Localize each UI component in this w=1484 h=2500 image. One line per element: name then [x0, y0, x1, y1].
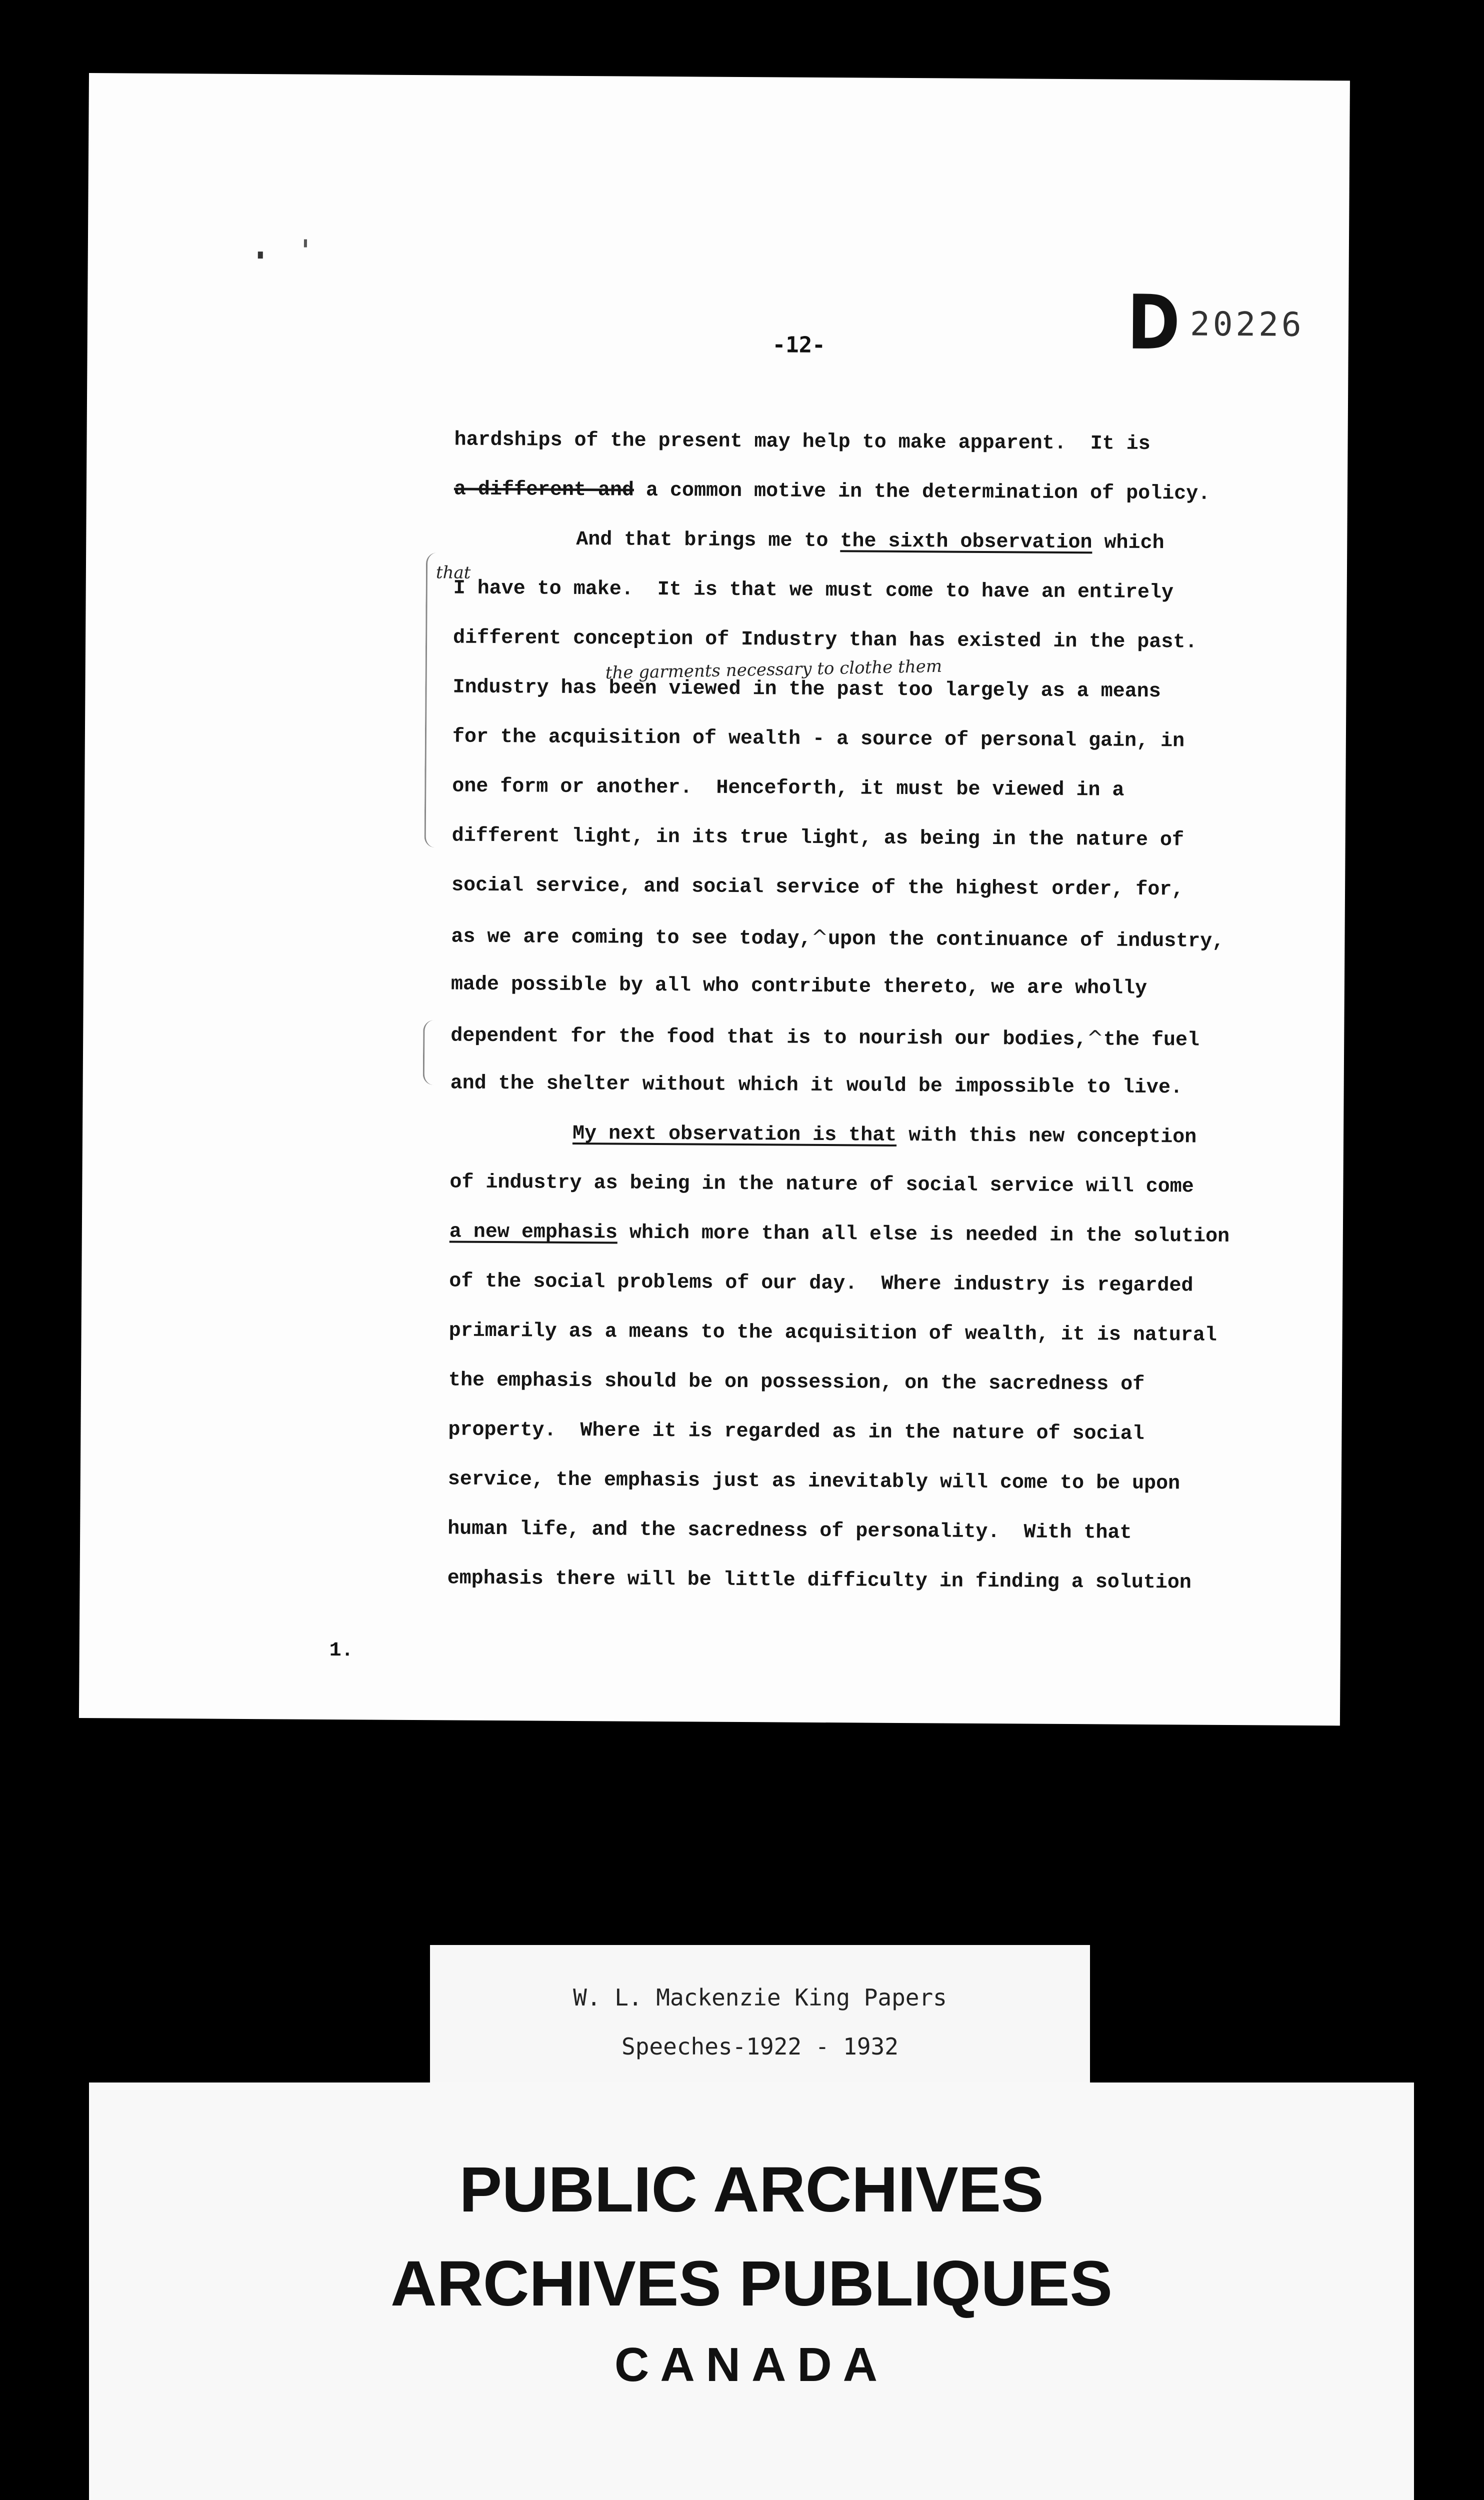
typed-body-text [447, 425, 1429, 1619]
text-line: service, the emphasis just as inevitably will come to be upon [448, 1468, 1180, 1496]
text-line: and the shelter without which it would be impossible to live. [450, 1072, 1183, 1100]
margin-bracket-mark [424, 552, 448, 848]
stamp-number: 20226 [1190, 304, 1304, 344]
text-line: My next observation is that with this new conception [572, 1122, 1197, 1149]
text-line: primarily as a means to the acquisition of wealth, it is natural [448, 1320, 1218, 1347]
text-line: of industry as being in the nature of social service will come [450, 1171, 1194, 1198]
text-line: property. Where it is regarded as in the nature of social [448, 1418, 1144, 1446]
archives-title-english: PUBLIC ARCHIVES [459, 2154, 1044, 2226]
text-line: one form or another. Henceforth, it must be viewed in a [452, 775, 1124, 802]
archives-card [89, 2082, 1414, 2500]
archives-title-french: ARCHIVES PUBLIQUES [390, 2248, 1112, 2320]
text-line: a new emphasis which more than all else is needed in the solution [449, 1220, 1230, 1248]
scanned-document-page [79, 73, 1350, 1726]
text-line: Industry has been viewed in the past too largely as a means [452, 676, 1161, 704]
collection-label [430, 1945, 1090, 2085]
text-line: a different and a common motive in the determination of policy. [454, 478, 1210, 506]
text-line: for the acquisition of wealth - a source of personal gain, in [452, 726, 1185, 753]
text-line: hardships of the present may help to make apparent. It is [454, 428, 1150, 456]
collection-series: Speeches-1922 - 1932 [622, 2033, 898, 2060]
text-line: as we are coming to see today,^upon the continuance of industry, [451, 926, 1224, 953]
text-line: the emphasis should be on possession, on the sacredness of [448, 1369, 1145, 1396]
text-line: made possible by all who contribute thereto, we are wholly [450, 973, 1148, 1000]
text-line: dependent for the food that is to nourish our bodies,^the fuel [450, 1024, 1200, 1052]
stamp-letter: D [1126, 279, 1180, 367]
scan-speck [304, 240, 307, 248]
text-line: human life, and the sacredness of personality. With that [448, 1518, 1132, 1544]
page-number: -12- [772, 332, 826, 358]
handwritten-insertion-garments: the garments necessary to clothe them [605, 656, 942, 684]
scan-speck [258, 252, 263, 258]
collection-title: W. L. Mackenzie King Papers [573, 1984, 947, 2011]
handwritten-insertion-that: that [436, 562, 471, 583]
insertion-caret: ^ [1086, 1026, 1104, 1050]
text-line: And that brings me to the sixth observation which [576, 528, 1164, 555]
underlined-phrase: the sixth observation [840, 530, 1092, 554]
underlined-phrase: a new emphasis [449, 1220, 618, 1244]
text-line: different conception of Industry than has existed in the past. [452, 626, 1198, 654]
text-line: different light, in its true light, as being in the nature of [452, 824, 1184, 852]
text-line: emphasis there will be little difficulty in finding a solution [447, 1567, 1192, 1594]
text-line: social service, and social service of the highest order, for, [451, 874, 1184, 902]
archives-country: CANADA [614, 2338, 888, 2392]
struck-out-text: a different and [454, 478, 634, 502]
text-line: I have to make. It is that we must come to have an entirely [453, 577, 1174, 604]
margin-bracket-mark [423, 1020, 445, 1085]
insertion-caret: ^ [811, 926, 828, 950]
underlined-phrase: My next observation is that [572, 1122, 897, 1147]
text-line: of the social problems of our day. Where industry is regarded [449, 1270, 1194, 1298]
side-number: 1. [329, 1639, 354, 1662]
